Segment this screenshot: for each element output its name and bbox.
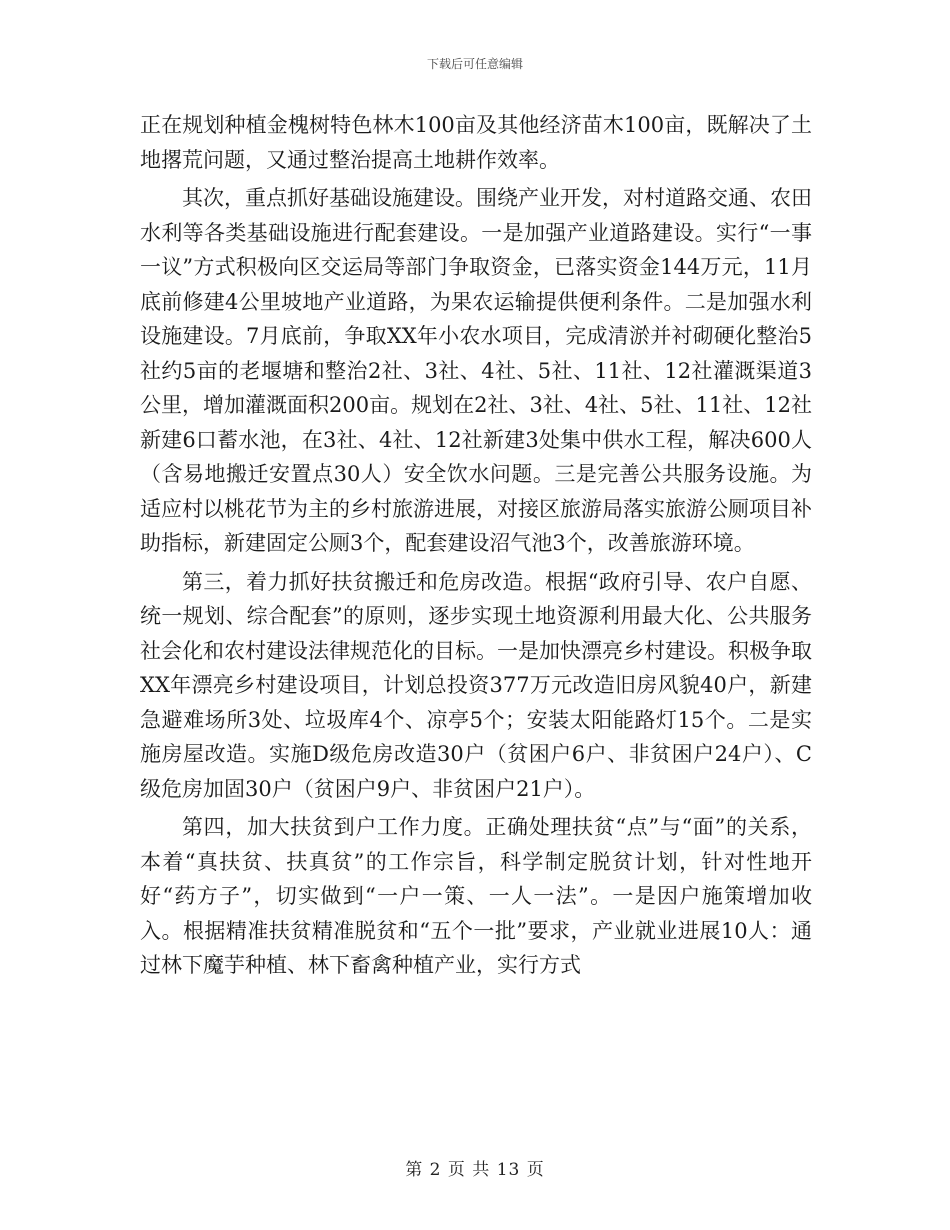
paragraph-2: 其次，重点抓好基础设施建设。围绕产业开发，对村道路交通、农田水利等各类基础设施进行配套建设。一是加强产业道路建设。实行“一事一议”方式积极向区交运局等部门争取资金，已落实资金144万元，11月底前修建4公里坡地产业道路，为果农运输提供便利条件。二是加强水利设施建设。7月底前，争取XX年小农水项目，完成清淤并衬砌硬化整治5社约5亩的老堰塘和整治2社、3社、4社、5社、11社、12社灌溉渠道3公里，增加灌溉面积200亩。规划在2社、3社、4社、5社、11社、12社新建6口蓄水池，在3社、4社、12社新建3处集中供水工程，解决600人（含易地搬迁安置点30人）安全饮水问题。三是完善公共服务设施。为适应村以桃花节为主的乡村旅游进展，对接区旅游局落实旅游公厕项目补助指标，新建固定公厕3个，配套建设沼气池3个，改善旅游环境。 [140, 186, 812, 555]
body-text [140, 108, 812, 987]
page-footer: 第 2 页 共 13 页 [405, 1160, 545, 1180]
paragraph-3: 第三，着力抓好扶贫搬迁和危房改造。根据“政府引导、农户自愿、统一规划、综合配套”的原则，逐步实现土地资源利用最大化、公共服务社会化和农村建设法律规范化的目标。一是加快漂亮乡村建设。积极争取XX年漂亮乡村建设项目，计划总投资377万元改造旧房风貌40户，新建急避难场所3处、垃圾库4个、凉亭5个；安装太阳能路灯15个。二是实施房屋改造。实施D级危房改造30户（贫困户6户、非贫困户24户）、C级危房加固30户（贫困户9户、非贫困户21户）。 [140, 569, 812, 801]
paragraph-1: 正在规划种植金槐树特色林木100亩及其他经济苗木100亩，既解决了土地撂荒问题，又通过整治提高土地耕作效率。 [140, 113, 812, 172]
paragraph-4: 第四，加大扶贫到户工作力度。正确处理扶贫“点”与“面”的关系，本着“真扶贫、扶真贫”的工作宗旨，科学制定脱贫计划，针对性地开好“药方子”，切实做到“一户一策、一人一法”。一是因户施策增加收入。根据精准扶贫精准脱贫和“五个一批”要求，产业就业进展10人：通过林下魔芋种植、林下畜禽种植产业，实行方式 [140, 815, 812, 977]
page-header: 下载后可任意编辑 [426, 57, 523, 71]
